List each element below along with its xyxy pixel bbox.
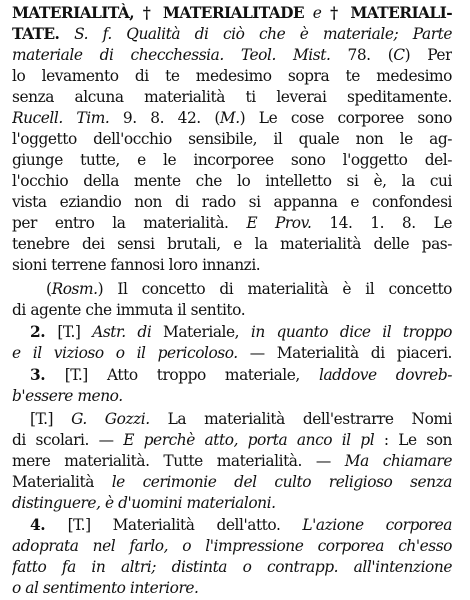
text-run: G. Gozzi. — [71, 410, 150, 428]
text-run: per entro la materialità. — [12, 214, 247, 232]
text-run: ( — [46, 280, 52, 298]
text-run: 14. 1. 8. Le — [311, 214, 452, 232]
text-run: b'essere meno. — [12, 387, 123, 405]
text-run: e il vizioso o il pericoloso. — [12, 344, 238, 362]
text-run: L'azione corporea — [302, 516, 452, 534]
text-run: Ma chiamare — [344, 452, 452, 470]
text-run: giunge tutte, e le incorporee sono l'oggetto del- — [12, 151, 452, 169]
text-run: MATERIALITÀ, † MATERIALITADE — [12, 4, 313, 22]
sense-4-line-1 — [30, 514, 452, 536]
entry-line-8 — [12, 149, 452, 171]
text-run: 9. 8. 42. ( — [109, 109, 220, 127]
rosm-line-1 — [46, 278, 452, 300]
text-run: materiale di checchessia. Teol. Mist. — [12, 46, 331, 64]
text-run: di agente che immuta il sentito. — [12, 301, 246, 319]
entry-line-10 — [12, 191, 452, 213]
text-run: ) Per — [404, 46, 452, 64]
gozzi-line-1 — [30, 408, 452, 430]
text-run: [T.] — [30, 410, 72, 428]
text-run: 3. — [30, 366, 65, 384]
sense-4-line-4 — [12, 577, 452, 599]
text-run: 78. ( — [330, 46, 394, 64]
text-run: Rucell. Tim. — [12, 109, 110, 127]
entry-line-1 — [12, 2, 452, 24]
entry-line-4 — [12, 65, 452, 87]
text-run: 4. — [30, 516, 68, 534]
text-run: [T.] Atto troppo materiale, — [64, 366, 319, 384]
text-run: distinguere, è d'uomini materialoni. — [12, 494, 276, 512]
text-run: Materiale, — [151, 323, 251, 341]
text-run: e — [312, 4, 322, 22]
text-run: tenebre dei sensi brutali, e la materialità delle pas- — [12, 235, 452, 253]
text-run: lo levamento di te medesimo sopra te medesimo — [12, 67, 452, 85]
text-run: [T.] — [57, 323, 93, 341]
gozzi-line-2 — [12, 429, 452, 451]
text-run: Materialità — [12, 473, 112, 491]
entry-line-2 — [12, 23, 452, 45]
text-run: vista eziandio non di rado si appanna e confondesi — [12, 193, 452, 211]
text-run: [T.] Materialità dell'atto. — [67, 516, 303, 534]
entry-line-6 — [12, 107, 452, 129]
text-run: S. f. Qualità di ciò che è materiale; Parte — [74, 25, 452, 43]
text-run: senza alcuna materialità ti leverai speditamente. — [12, 88, 452, 106]
text-run: TATE. — [12, 25, 75, 43]
sense-3-line-2 — [12, 385, 452, 407]
text-run: La materialità dell'estrarre Nomi — [149, 410, 452, 428]
sense-4-line-3 — [12, 556, 452, 578]
text-run: † MATERIALI- — [321, 4, 452, 22]
rosm-line-2 — [12, 299, 452, 321]
text-run: C — [393, 46, 405, 64]
entry-line-11 — [12, 212, 452, 234]
entry-line-13 — [12, 254, 452, 276]
text-run: l'occhio della mente che lo intelletto si è, la cui — [12, 172, 452, 190]
sense-2-line-2 — [12, 342, 452, 364]
text-run: o al sentimento interiore. — [12, 579, 199, 597]
gozzi-line-5 — [12, 492, 452, 514]
entry-line-9 — [12, 170, 452, 192]
entry-line-12 — [12, 233, 452, 255]
text-run: in quanto dice il troppo — [250, 323, 452, 341]
entry-line-5 — [12, 86, 452, 108]
gozzi-line-4 — [12, 471, 452, 493]
sense-4-line-2 — [12, 535, 452, 557]
text-run: adoprata nel farlo, o l'impressione corporea ch'esso — [12, 537, 452, 555]
entry-line-3 — [12, 44, 452, 66]
sense-3-line-1 — [30, 364, 452, 386]
text-run: l'oggetto dell'occhio sensibile, il quale non le ag- — [12, 130, 452, 148]
text-run: laddove dovreb- — [318, 366, 452, 384]
sense-2-line-1 — [30, 321, 452, 343]
text-run: di scolari. — — [12, 431, 124, 449]
text-run: mere materialità. Tutte materialità. — — [12, 452, 345, 470]
text-run: — Materialità di piaceri. — [237, 344, 452, 362]
text-run: : Le son — [374, 431, 452, 449]
text-run: Rosm. — [51, 280, 98, 298]
text-run: E perchè atto, porta anco il pl — [123, 431, 375, 449]
text-run: ) Le cose corporee sono — [239, 109, 452, 127]
text-run: sioni terrene fannosi loro innanzi. — [12, 256, 261, 274]
text-run: E Prov. — [246, 214, 312, 232]
text-run: Astr. di — [92, 323, 152, 341]
gozzi-line-3 — [12, 450, 452, 472]
text-run: M. — [219, 109, 240, 127]
text-run: fatto fa in altri; distinta o contrapp. all'intenzione — [12, 558, 452, 576]
text-run: le cerimonie del culto religioso senza — [111, 473, 452, 491]
text-run: 2. — [30, 323, 58, 341]
entry-line-7 — [12, 128, 452, 150]
text-run: ) Il concetto di materialità è il concetto — [97, 280, 452, 298]
